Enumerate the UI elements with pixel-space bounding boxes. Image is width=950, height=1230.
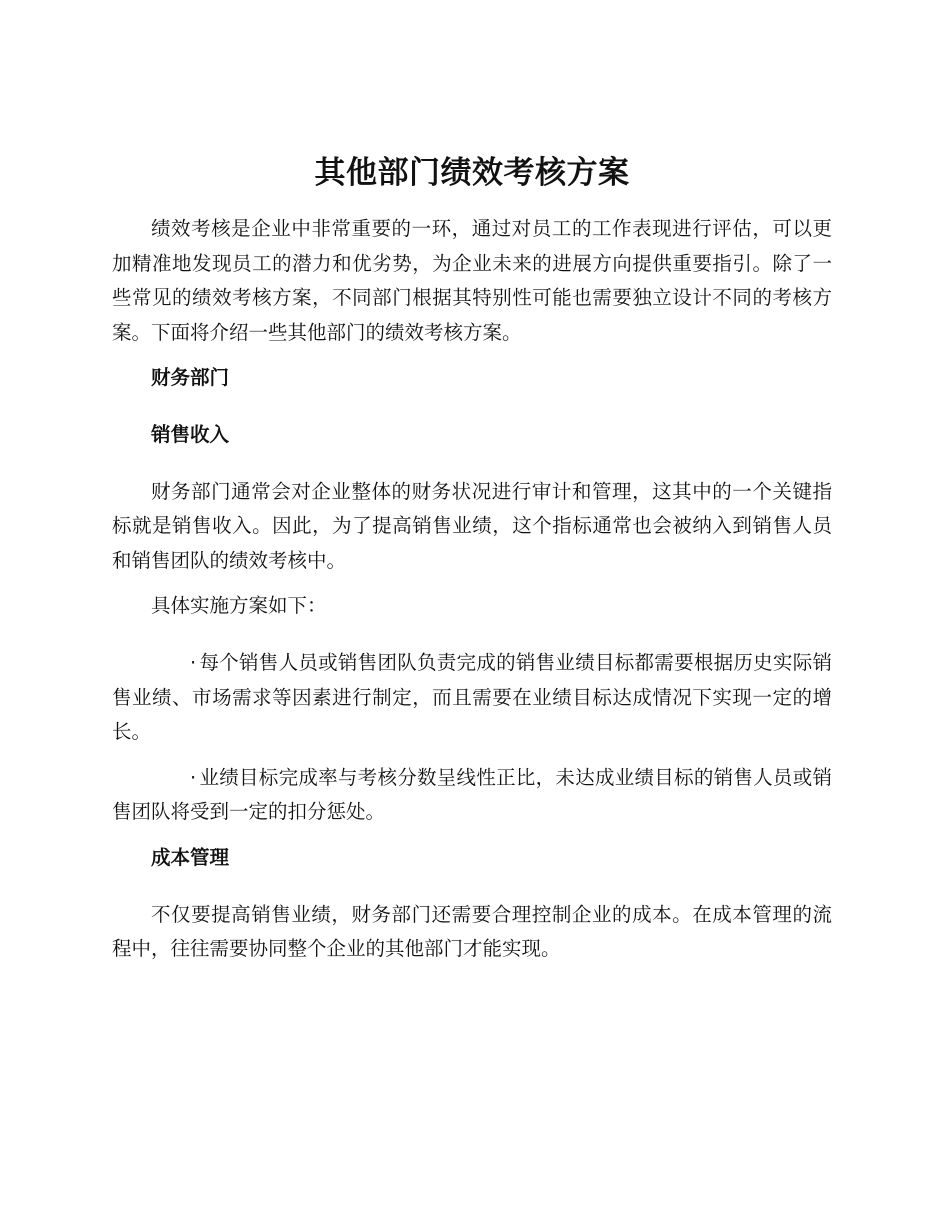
bullet-item bbox=[112, 761, 832, 830]
bullet-item bbox=[112, 646, 832, 750]
intro-paragraph: 绩效考核是企业中非常重要的一环，通过对员工的工作表现进行评估，可以更加精准地发现员工的潜力和优劣势，为企业未来的进展方向提供重要指引。除了一些常见的绩效考核方案，不同部门根据其特别性可能也需要独立设计不同的考核方案。下面将介绍一些其他部门的绩效考核方案。 bbox=[112, 217, 832, 344]
department-heading: 财务部门 bbox=[151, 366, 230, 390]
bullet-text: 每个销售人员或销售团队负责完成的销售业绩目标都需要根据历史实际销售业绩、市场需求等因素进行制定，而且需要在业绩目标达成情况下实现一定的增长。 bbox=[112, 650, 832, 744]
document-page bbox=[112, 150, 832, 978]
bullet-icon: · bbox=[190, 650, 197, 674]
section-heading-cost-management: 成本管理 bbox=[151, 845, 230, 869]
bullet-text: 业绩目标完成率与考核分数呈线性正比，未达成业绩目标的销售人员或销售团队将受到一定的扣分惩处。 bbox=[112, 765, 832, 824]
document-title: 其他部门绩效考核方案 bbox=[314, 155, 630, 191]
cost-management-paragraph: 不仅要提高销售业绩，财务部门还需要合理控制企业的成本。在成本管理的流程中，往往需要协同整个企业的其他部门才能实现。 bbox=[112, 902, 832, 961]
bullet-icon: · bbox=[190, 765, 197, 789]
section-heading-sales-revenue: 销售收入 bbox=[151, 422, 230, 446]
sales-revenue-paragraph: 财务部门通常会对企业整体的财务状况进行审计和管理，这其中的一个关键指标就是销售收入。因此，为了提高销售业绩，这个指标通常也会被纳入到销售人员和销售团队的绩效考核中。 bbox=[112, 479, 832, 572]
implementation-lead: 具体实施方案如下： bbox=[151, 594, 327, 618]
